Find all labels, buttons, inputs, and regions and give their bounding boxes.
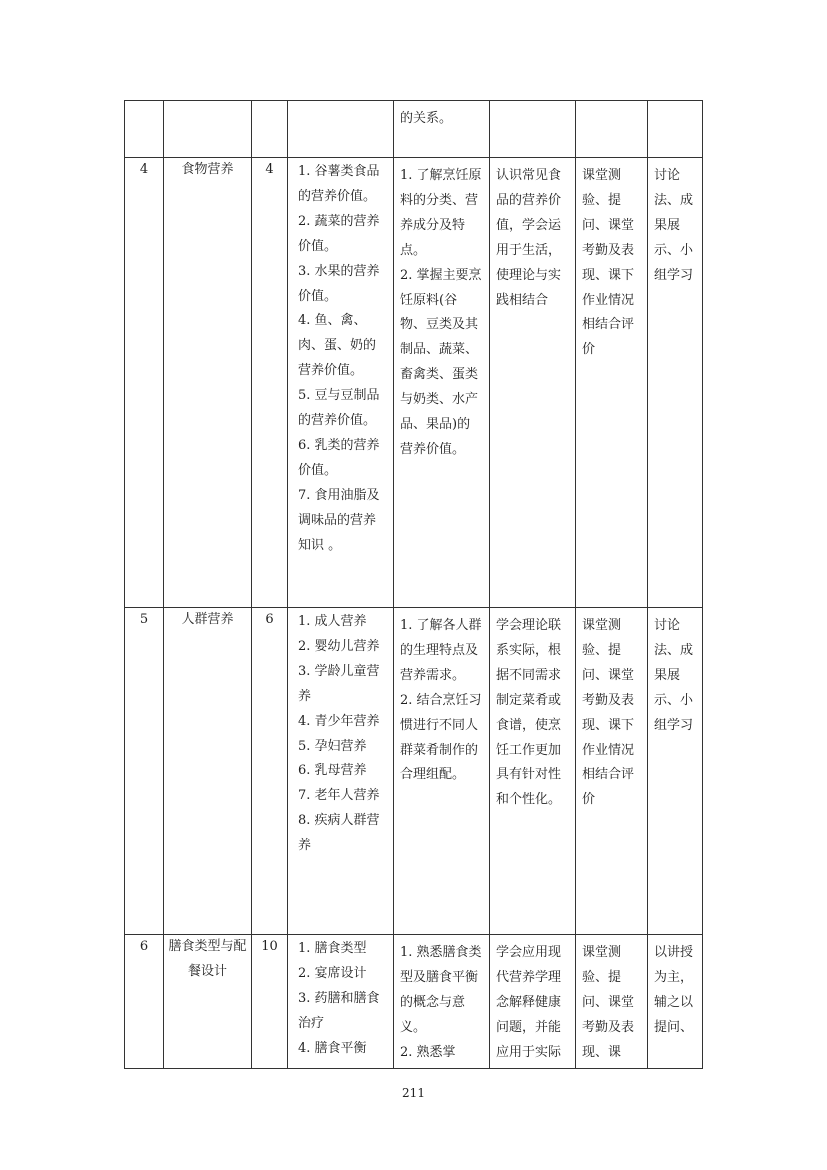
cell-assessment: 课堂测验、提问、课堂考勤及表现、课 <box>576 935 648 1069</box>
cell-goals: 认识常见食品的营养价值，学会运用于生活，使理论与实践相结合 <box>490 158 576 608</box>
cell-no <box>125 101 164 158</box>
page-number: 211 <box>402 1086 425 1100</box>
cell-assessment: 课堂测验、提问、课堂考勤及表现、课下作业情况相结合评价 <box>576 158 648 608</box>
cell-no: 6 <box>125 935 164 1069</box>
cell-module: 人群营养 <box>164 608 252 935</box>
cell-methods: 讨论法、成果展示、小组学习 <box>648 608 703 935</box>
cell-assessment: 课堂测验、提问、课堂考勤及表现、课下作业情况相结合评价 <box>576 608 648 935</box>
cell-requirements: 1. 了解各人群的生理特点及营养需求。 2. 结合烹饪习惯进行不同人群菜肴制作的合理组配。 <box>394 608 490 935</box>
curriculum-table <box>124 100 703 1069</box>
cell-hours <box>252 101 288 158</box>
table-row <box>125 935 703 1069</box>
cell-hours: 10 <box>252 935 288 1069</box>
cell-module: 膳食类型与配餐设计 <box>164 935 252 1069</box>
table-row <box>125 608 703 935</box>
cell-methods: 讨论法、成果展示、小组学习 <box>648 158 703 608</box>
cell-content: 1. 成人营养 2. 婴幼儿营养 3. 学龄儿童营养 4. 青少年营养 5. 孕妇营养 6. 乳母营养 7. 老年人营养 8. 疾病人群营养 <box>288 608 394 935</box>
table-row <box>125 101 703 158</box>
cell-goals: 学会理论联系实际，根据不同需求制定菜肴或食谱，使烹饪工作更加具有针对性和个性化。 <box>490 608 576 935</box>
cell-requirements: 1. 熟悉膳食类型及膳食平衡的概念与意义。 2. 熟悉掌 <box>394 935 490 1069</box>
cell-module <box>164 101 252 158</box>
cell-methods <box>648 101 703 158</box>
cell-requirements: 1. 了解烹饪原料的分类、营养成分及特点。 2. 掌握主要烹饪原料(谷物、豆类及其制品、蔬菜、畜禽类、蛋类与奶类、水产品、果品)的营养价值。 <box>394 158 490 608</box>
cell-goals: 学会应用现代营养学理念解释健康问题，并能应用于实际 <box>490 935 576 1069</box>
cell-no: 4 <box>125 158 164 608</box>
cell-assessment <box>576 101 648 158</box>
cell-content <box>288 101 394 158</box>
cell-no: 5 <box>125 608 164 935</box>
cell-hours: 6 <box>252 608 288 935</box>
cell-module: 食物营养 <box>164 158 252 608</box>
cell-requirements: 的关系。 <box>394 101 490 158</box>
cell-goals <box>490 101 576 158</box>
cell-hours: 4 <box>252 158 288 608</box>
table-row <box>125 158 703 608</box>
cell-methods: 以讲授为主，辅之以提问、 <box>648 935 703 1069</box>
cell-content: 1. 膳食类型 2. 宴席设计 3. 药膳和膳食治疗 4. 膳食平衡 <box>288 935 394 1069</box>
cell-content: 1. 谷薯类食品的营养价值。 2. 蔬菜的营养价值。 3. 水果的营养价值。 4. 鱼、禽、肉、蛋、奶的营养价值。 5. 豆与豆制品的营养价值。 6. 乳类的营养价值。 7. 食用油脂及调味品的营养知识 。 <box>288 158 394 608</box>
